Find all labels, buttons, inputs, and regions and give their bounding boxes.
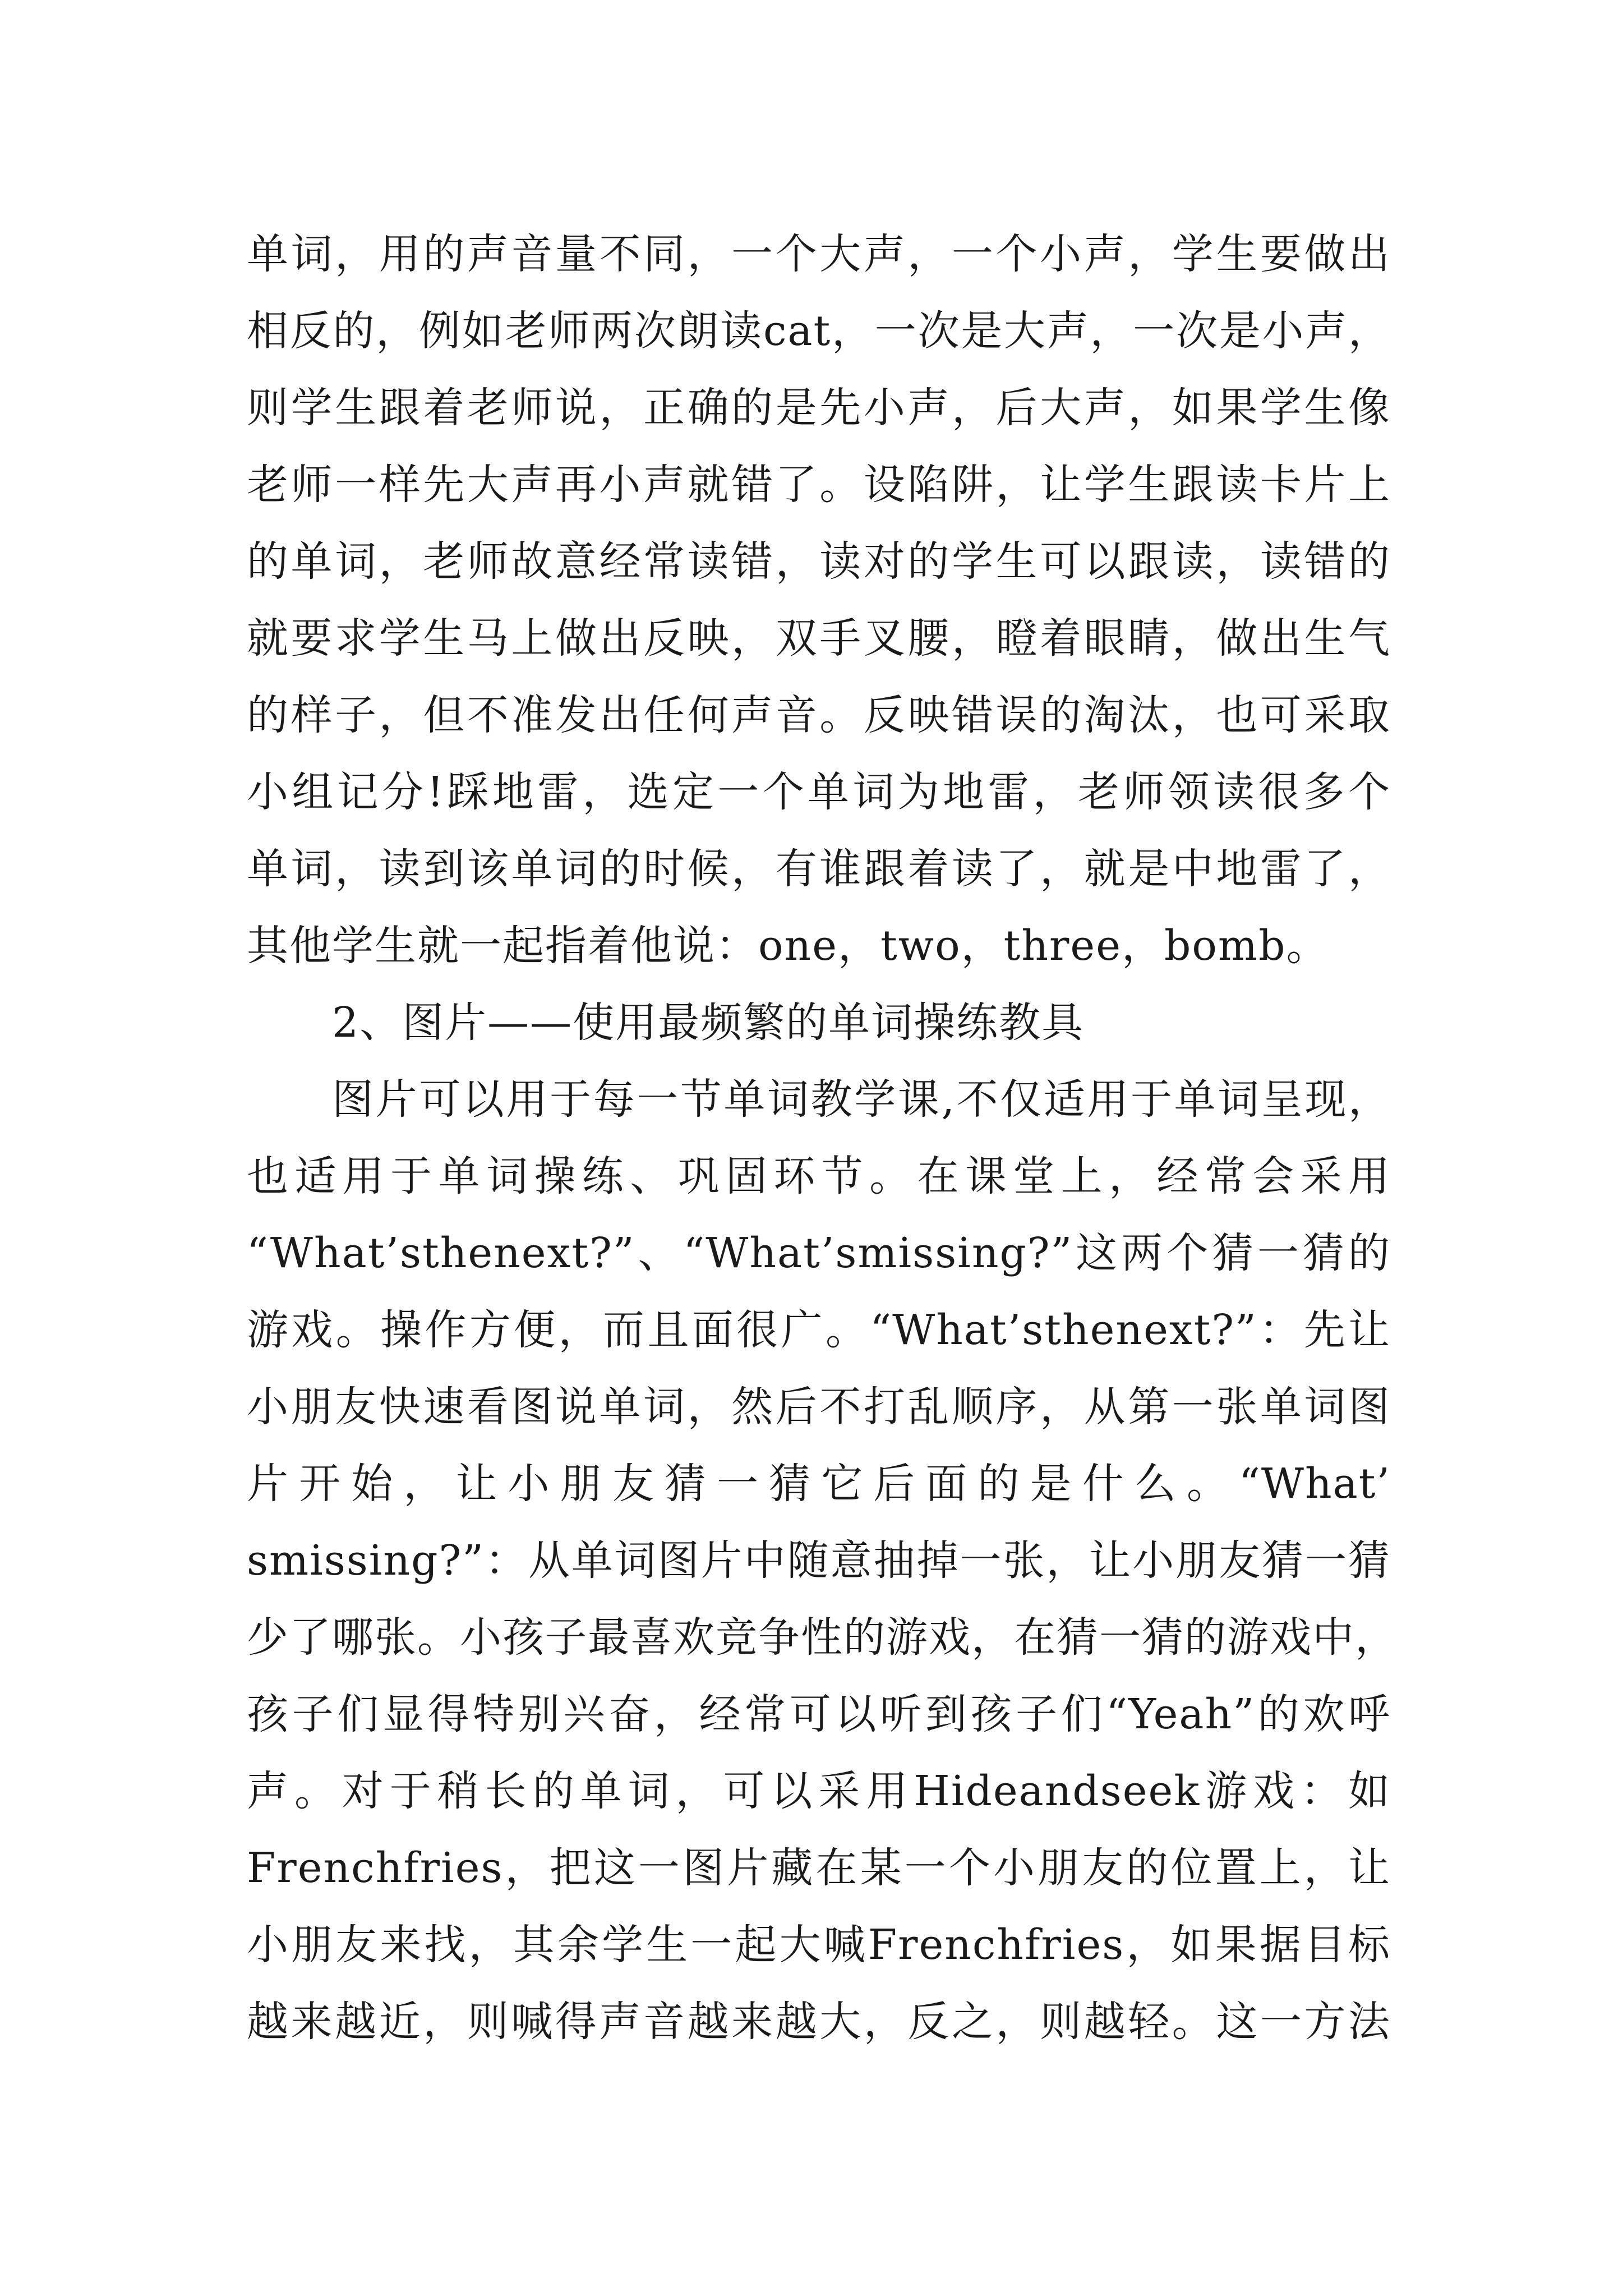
text-line: 游戏。操作方便，而且面很广。“What’sthenext?”：先让: [247, 1306, 1391, 1354]
text-line: 则学生跟着老师说，正确的是先小声，后大声，如果学生像: [247, 384, 1391, 432]
text-line: smissing?”：从单词图片中随意抽掉一张，让小朋友猜一猜: [247, 1536, 1391, 1585]
text-line: 小朋友来找，其余学生一起大喊Frenchfries，如果据目标: [247, 1921, 1391, 1969]
text-line: 孩子们显得特别兴奋，经常可以听到孩子们“Yeah”的欢呼: [247, 1690, 1391, 1738]
section-heading: 2、图片——使用最频繁的单词操练教具: [332, 999, 1085, 1047]
text-line: 的单词，老师故意经常读错，读对的学生可以跟读，读错的: [247, 537, 1391, 586]
text-line: 的样子，但不准发出任何声音。反映错误的淘汰，也可采取: [247, 691, 1391, 739]
text-line: Frenchfries，把这一图片藏在某一个小朋友的位置上，让: [247, 1844, 1391, 1892]
text-line: 片开始，让小朋友猜一猜它后面的是什么。“What’: [247, 1460, 1391, 1508]
body-text: [247, 216, 1398, 2060]
text-line: 单词，用的声音量不同，一个大声，一个小声，学生要做出: [247, 230, 1391, 278]
text-line: 小组记分!踩地雷，选定一个单词为地雷，老师领读很多个: [247, 768, 1391, 816]
text-line: 就要求学生马上做出反映，双手叉腰，瞪着眼睛，做出生气: [247, 614, 1391, 662]
text-line: 越来越近，则喊得声音越来越大，反之，则越轻。这一方法: [247, 1998, 1391, 2046]
text-line: 声。对于稍长的单词，可以采用Hideandseek游戏：如: [247, 1767, 1391, 1815]
text-line: 其他学生就一起指着他说：one，two，three，bomb。: [247, 922, 1329, 970]
text-line: 单词，读到该单词的时候，有谁跟着读了，就是中地雷了，: [247, 845, 1391, 893]
text-line: “What’sthenext?”、“What’smissing?”这两个猜一猜的: [247, 1229, 1391, 1277]
text-line: 老师一样先大声再小声就错了。设陷阱，让学生跟读卡片上: [247, 461, 1391, 509]
text-line: 也适用于单词操练、巩固环节。在课堂上，经常会采用: [247, 1152, 1391, 1200]
text-line: 小朋友快速看图说单词，然后不打乱顺序，从第一张单词图: [247, 1383, 1391, 1431]
text-line: 相反的，例如老师两次朗读cat，一次是大声，一次是小声，: [247, 307, 1391, 355]
text-line: 少了哪张。小孩子最喜欢竞争性的游戏，在猜一猜的游戏中，: [247, 1613, 1398, 1662]
paragraph-first-line: 图片可以用于每一节单词教学课,不仅适用于单词呈现，: [332, 1075, 1391, 1124]
